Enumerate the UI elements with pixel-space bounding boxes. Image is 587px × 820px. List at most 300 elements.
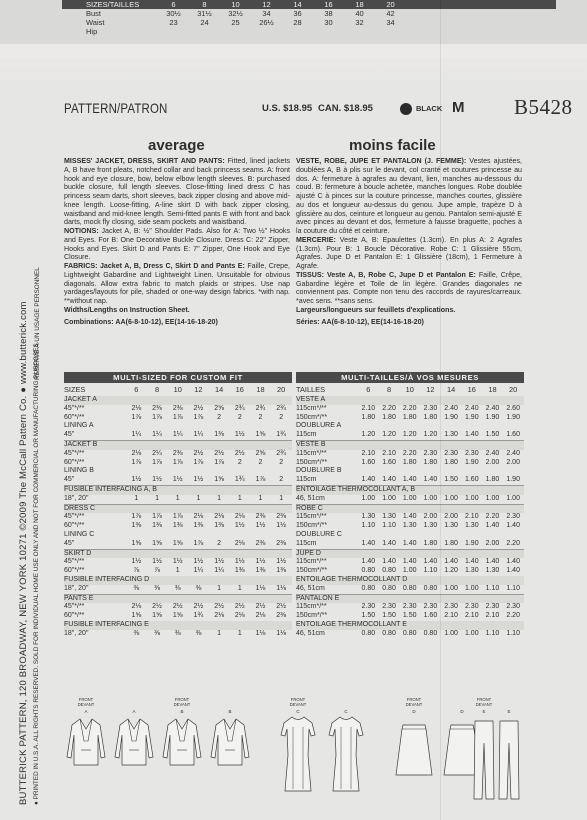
table-row-label: LINING B xyxy=(64,467,94,475)
table-cell: 1.60 xyxy=(506,431,520,439)
table-cell: 2.60 xyxy=(506,404,520,412)
thumb-front-label: FRONT xyxy=(174,697,190,702)
widths-note: Widths/Lengths on Instruction Sheet. xyxy=(64,305,190,314)
table-cell: 1⅞ xyxy=(152,513,162,521)
table-cell: 0.80 xyxy=(402,629,417,637)
table-row xyxy=(64,459,292,468)
table-row-label: 115cm*/** xyxy=(296,558,327,566)
table-cell: 1.00 xyxy=(423,494,438,502)
table-cell: 1⅜ xyxy=(255,567,266,575)
table-cell: 2 xyxy=(279,458,284,466)
table-row-label: 150cm*/** xyxy=(296,413,328,421)
table-cell: 2⅛ xyxy=(131,404,142,412)
thumbnail-6 xyxy=(329,709,363,791)
table-cell: 1 xyxy=(155,494,159,502)
top-size-value: 18 xyxy=(355,0,364,9)
table-cell: 1.80 xyxy=(444,539,458,547)
publisher-address: BUTTERICK PATTERN, 120 BROADWAY, NEW YORK 10271 ©2009 The McCall Pattern Co. ● www.butterick.com xyxy=(18,301,29,805)
table-cell: 1.40 xyxy=(382,539,396,547)
table-cell: 2¾ xyxy=(255,404,266,412)
table-row-label: 115cm*/** xyxy=(296,449,327,457)
table-cell: 1⅞ xyxy=(172,458,183,466)
top-size-value: 20 xyxy=(386,0,395,9)
table-row xyxy=(296,630,524,639)
table-cell: 0.80 xyxy=(423,584,438,592)
table-cell: 1¼ xyxy=(193,431,204,439)
legal-notice-fr: RESERVÉ À UN USAGE PERSONNEL xyxy=(34,267,41,380)
top-size-cell: 25 xyxy=(231,18,240,27)
yardage-table-fr xyxy=(296,372,524,639)
table-row-label: 18", 20" xyxy=(64,629,89,637)
table-cell: 2.30 xyxy=(444,603,458,611)
top-size-row xyxy=(62,18,556,27)
table-cell: 1.60 xyxy=(464,476,479,484)
table-cell: 1.80 xyxy=(382,413,396,421)
table-cell: 1 xyxy=(217,494,222,502)
table-cell: 1.10 xyxy=(485,629,500,637)
table-cell: 2.30 xyxy=(402,603,417,611)
table-size: 6 xyxy=(366,385,371,394)
table-cell: 2½ xyxy=(214,603,224,611)
table-row xyxy=(296,567,524,576)
top-size-cell xyxy=(158,27,189,36)
table-cell: 1½ xyxy=(152,558,162,566)
table-row-label: 46, 51cm xyxy=(296,629,325,637)
table-row-label: 45" xyxy=(64,431,75,439)
top-size-cell: 28 xyxy=(293,18,302,27)
table-size: 12 xyxy=(426,385,435,394)
table-row-label: 45" xyxy=(64,539,75,547)
table-cell: 1.00 xyxy=(444,629,458,637)
table-cell: 1¾ xyxy=(234,476,245,484)
table-cell: 2⅜ xyxy=(255,539,266,547)
table-cell: 2.10 xyxy=(361,404,376,412)
thumb-letter: D xyxy=(412,709,416,714)
table-row-label: 60"*/** xyxy=(64,567,85,575)
table-size: 14 xyxy=(446,385,456,394)
table-cell: 1.40 xyxy=(382,476,396,484)
thumbnail-3 xyxy=(163,697,201,765)
thumb-letter: C xyxy=(344,709,348,714)
table-cell: 1.30 xyxy=(402,522,417,530)
table-cell: 1⅜ xyxy=(131,522,142,530)
table-cell: 2⅜ xyxy=(172,404,183,412)
table-cell: 2½ xyxy=(276,603,287,611)
top-size-cell xyxy=(375,27,406,36)
table-cell: 2⅜ xyxy=(172,449,183,457)
table-row-label: JACKET A xyxy=(64,396,97,403)
table-row-label: FUSIBLE INTERFACING A, B xyxy=(64,485,157,493)
table-cell: 1 xyxy=(175,567,180,575)
top-size-cell: 26½ xyxy=(259,18,274,27)
thumb-front-label: FRONT xyxy=(476,697,492,702)
desc-title-en: MISSES' JACKET, DRESS, SKIRT AND PANTS: xyxy=(64,157,225,165)
table-cell: 1½ xyxy=(193,558,204,566)
table-cell: 1.40 xyxy=(485,558,500,566)
pattern-label: PATTERN/PATRON xyxy=(64,100,168,116)
table-row xyxy=(64,522,292,531)
difficulty-en: average xyxy=(148,137,205,154)
top-size-value: 10 xyxy=(231,0,240,9)
table-cell: 2 xyxy=(279,413,284,421)
top-size-cell: 31½ xyxy=(197,9,212,18)
table-cell: 1.40 xyxy=(382,558,396,566)
table-size: 18 xyxy=(256,385,265,394)
table-cell: 1½ xyxy=(234,431,245,439)
table-cell: 1.10 xyxy=(382,522,396,530)
can-price: CAN. $18.95 xyxy=(318,103,373,114)
table-cell: 1.40 xyxy=(402,513,417,521)
table-cell: 1.40 xyxy=(506,522,520,530)
table-cell: 2⅜ xyxy=(276,539,287,547)
table-row-label: 18", 20" xyxy=(64,494,89,502)
table-row xyxy=(296,576,524,585)
thumb-devant-label: DEVANT xyxy=(173,702,191,707)
table-row-label: 150cm*/** xyxy=(296,458,328,466)
table-cell: 2.30 xyxy=(464,449,479,457)
table-row-label: 150cm*/** xyxy=(296,522,328,530)
thumb-devant-label: DEVANT xyxy=(405,702,423,707)
garment-outline xyxy=(67,719,105,765)
top-size-row xyxy=(62,9,556,18)
table-cell: 2.10 xyxy=(444,612,458,620)
table-cell: 1.30 xyxy=(382,513,396,521)
table-cell: 2 xyxy=(217,413,222,421)
table-cell: 2.30 xyxy=(464,603,479,611)
thumbnail-5 xyxy=(281,697,315,791)
table-row xyxy=(296,467,524,476)
table-cell: 1.50 xyxy=(361,612,376,620)
table-row xyxy=(296,495,524,505)
table-cell: 1.90 xyxy=(444,413,458,421)
table-row xyxy=(296,531,524,540)
top-size-cell: 24 xyxy=(200,18,209,27)
table-cell: 1 xyxy=(237,584,242,592)
table-row xyxy=(64,630,292,639)
table-cell: 1.00 xyxy=(464,494,479,502)
table-sizes-label: TAILLES xyxy=(296,385,326,394)
french-description xyxy=(296,157,522,326)
table-cell: 1⅝ xyxy=(172,612,183,620)
table-cell: 1¼ xyxy=(131,431,142,439)
table-cell: 2.10 xyxy=(382,449,396,457)
table-cell: 0.80 xyxy=(382,567,396,575)
table-row-label: 60"*/** xyxy=(64,612,85,620)
table-cell: 1.80 xyxy=(402,458,417,466)
table-cell: 1½ xyxy=(276,558,287,566)
table-cell: 1.00 xyxy=(444,584,458,592)
table-row xyxy=(64,612,292,621)
top-size-cell xyxy=(189,27,220,36)
table-row xyxy=(296,422,524,431)
table-cell: 2.10 xyxy=(361,449,376,457)
table-cell: 2.20 xyxy=(382,404,396,412)
table-row xyxy=(296,540,524,550)
table-row-label: 115cm xyxy=(296,431,317,439)
table-row xyxy=(296,505,524,514)
table-cell: 1½ xyxy=(172,476,183,484)
table-cell: 2.20 xyxy=(485,513,500,521)
table-row xyxy=(64,513,292,522)
mercerie-title: MERCERIE: xyxy=(296,235,336,244)
table-cell: 2.20 xyxy=(506,539,520,547)
table-cell: 1 xyxy=(217,584,222,592)
table-cell: 1 xyxy=(279,494,284,502)
table-cell: 2¾ xyxy=(234,404,245,412)
table-row-label: DOUBLURE C xyxy=(296,530,342,538)
table-cell: 1.40 xyxy=(506,558,520,566)
table-row xyxy=(64,603,292,612)
size-letter: M xyxy=(452,99,465,116)
table-cell: 1.20 xyxy=(382,431,396,439)
top-size-chart xyxy=(62,0,556,36)
torn-edge xyxy=(0,44,587,58)
table-cell: 2½ xyxy=(234,603,245,611)
table-cell: 2.40 xyxy=(464,404,479,412)
table-cell: 1⅛ xyxy=(276,629,287,637)
top-size-header-row xyxy=(62,0,556,9)
table-cell: ⅜ xyxy=(133,584,140,592)
table-row xyxy=(64,486,292,495)
table-row xyxy=(64,414,292,423)
table-cell: 2.30 xyxy=(423,449,438,457)
table-cell: 2½ xyxy=(255,603,266,611)
table-cell: 1⅝ xyxy=(152,539,162,547)
table-cell: 1.80 xyxy=(423,458,438,466)
table-cell: 2⅜ xyxy=(276,513,287,521)
tissus-text: Faille, Crêpe, Gabardine légère et Toile de lin légère. Grandes diagonales ne conviennent pas. Compte non tenu des raccords de rayures/carreaux. *avec sens. **sans sens. xyxy=(296,270,522,305)
top-size-row-label: Hip xyxy=(86,27,98,36)
table-cell: 1⅞ xyxy=(152,413,162,421)
thumb-devant-label: DEVANT xyxy=(77,702,95,707)
thumb-letter: B xyxy=(180,709,184,714)
table-cell: 1.40 xyxy=(485,522,500,530)
table-row xyxy=(64,531,292,540)
table-cell: 1⅜ xyxy=(214,522,224,530)
table-cell: 1.40 xyxy=(402,476,417,484)
top-size-header-label: SIZES/TAILLES xyxy=(86,0,140,9)
table-row-label: ENTOILAGE THERMOCOLLANT A, B xyxy=(296,485,416,493)
table-row-label: 46, 51cm xyxy=(296,494,325,502)
fabrics-title: FABRICS: Jacket A, B, Dress C, Skirt D and Pants E: xyxy=(64,262,245,270)
table-row-label: LINING A xyxy=(64,422,94,430)
fold-crease xyxy=(440,0,441,820)
table-row-label: LINING C xyxy=(64,530,95,538)
table-cell: 1¼ xyxy=(214,567,224,575)
desc-en: Fitted, lined jackets A, B have front pleats, notched collar and back princess seams. A: front hook and eye closure, bow, below elbow length sleeves. B: purchased buckle closure, full length sleeves. Close-fitting lined dress C has princess seam darts, short sleeves, back zipper closing and above mid-knee length. Loose-fitting, A-line skirt D with back zipper closing, waistband and mid-knee length. Semi-fitted pants E with front and back darts, mock fly closing, side seam pockets and waistband. xyxy=(64,157,290,227)
table-cell: 1.40 xyxy=(402,558,417,566)
garment-outline xyxy=(115,719,153,765)
table-row xyxy=(296,459,524,468)
table-row xyxy=(296,396,524,405)
table-cell: 1½ xyxy=(214,558,224,566)
notions-text: Jacket A, B: ½" Shoulder Pads. Also for A: Two ½" Hooks and Eyes. For B: One Decorative Buckle Closure. Dress C: 22" Zipper, Hooks and Eyes. Skirt D and Pants E: 7" Zipper, One Hook and Eye Closure. xyxy=(64,227,290,262)
table-row xyxy=(64,476,292,486)
top-size-value: 8 xyxy=(202,0,207,9)
table-row-label: PANTALON E xyxy=(296,594,340,602)
table-cell: 1.30 xyxy=(361,513,376,521)
table-cell: 2⅛ xyxy=(214,513,224,521)
table-sizes-label: SIZES xyxy=(64,385,86,394)
table-cell: 2 xyxy=(258,458,263,466)
table-cell: 1.30 xyxy=(464,567,479,575)
series: Séries: AA(6-8-10-12), EE(14-16-18-20) xyxy=(296,317,424,326)
table-row xyxy=(296,476,524,486)
table-cell: ⅜ xyxy=(195,629,202,637)
table-row xyxy=(296,431,524,441)
table-cell: 2.40 xyxy=(485,404,500,412)
table-cell: 1⅝ xyxy=(214,476,224,484)
table-row xyxy=(296,621,524,630)
table-header-row xyxy=(64,383,292,396)
table-cell: 1⅝ xyxy=(172,539,183,547)
table-cell: 1⅜ xyxy=(234,567,245,575)
top-size-row xyxy=(62,27,556,36)
table-cell: 2.40 xyxy=(444,404,458,412)
table-cell: 1⅞ xyxy=(214,458,224,466)
table-cell: 1.00 xyxy=(464,629,479,637)
table-title: MULTI-SIZED FOR CUSTOM FIT xyxy=(64,372,292,383)
table-cell: 2⅜ xyxy=(276,612,287,620)
table-cell: 1⅞ xyxy=(193,539,204,547)
garment-outline xyxy=(163,719,201,765)
table-cell: 2½ xyxy=(172,603,183,611)
table-row xyxy=(64,558,292,567)
table-row-label: 115cm xyxy=(296,476,317,484)
garment-outline xyxy=(396,725,432,775)
table-row-label: 150cm*/** xyxy=(296,612,328,620)
top-size-cell xyxy=(251,27,282,36)
table-row-label: VESTE B xyxy=(296,440,326,448)
thumb-letter: D xyxy=(460,709,464,714)
table-cell: 1.20 xyxy=(402,431,417,439)
table-row-label: 45"*/** xyxy=(64,404,85,412)
tissus-title: TISSUS: Veste A, B, Robe C, Jupe D et Pantalon E: xyxy=(296,270,476,279)
table-row xyxy=(64,567,292,576)
table-cell: 1.40 xyxy=(423,558,438,566)
table-row-label: JUPE D xyxy=(296,549,321,557)
table-cell: 1⅜ xyxy=(214,431,224,439)
table-cell: 1.90 xyxy=(506,413,520,421)
table-cell: 1.80 xyxy=(361,413,376,421)
table-cell: 1.40 xyxy=(402,539,417,547)
table-cell: 2.00 xyxy=(485,458,500,466)
table-row xyxy=(296,414,524,423)
table-cell: 2 xyxy=(279,476,284,484)
table-row xyxy=(64,450,292,459)
top-size-cell: 32½ xyxy=(228,9,243,18)
table-row xyxy=(64,422,292,431)
table-cell: 1.50 xyxy=(444,476,458,484)
top-size-cell xyxy=(220,27,251,36)
table-cell: 2⅜ xyxy=(152,404,162,412)
table-cell: 1⅞ xyxy=(193,458,204,466)
black-label: BLACK xyxy=(416,104,443,113)
table-cell: 1⅞ xyxy=(255,476,266,484)
table-cell: 1.10 xyxy=(485,584,500,592)
table-cell: 1.00 xyxy=(485,494,500,502)
table-cell: 1½ xyxy=(255,522,266,530)
table-cell: 2½ xyxy=(193,603,204,611)
table-row xyxy=(64,405,292,414)
table-row-label: 60"*/** xyxy=(64,522,85,530)
table-cell: 1.00 xyxy=(402,567,417,575)
table-size: 6 xyxy=(134,385,139,394)
table-cell: 1 xyxy=(134,494,139,502)
thumb-letter: C xyxy=(296,709,300,714)
table-cell: ⅜ xyxy=(154,629,160,637)
table-row-label: ENTOILAGE THERMOCOLLANT E xyxy=(296,620,407,628)
top-size-cell: 32 xyxy=(355,18,364,27)
table-cell: 2.10 xyxy=(464,612,479,620)
table-row-label: 45"*/** xyxy=(64,449,85,457)
table-size: 12 xyxy=(194,385,203,394)
thumb-front-label: FRONT xyxy=(290,697,306,702)
table-row xyxy=(64,431,292,441)
top-size-row-label: Bust xyxy=(86,9,102,18)
top-size-cell: 30½ xyxy=(166,9,181,18)
table-cell: 1.40 xyxy=(444,558,458,566)
table-cell: 2 xyxy=(258,413,263,421)
table-cell: 1.90 xyxy=(464,413,479,421)
table-cell: 2.20 xyxy=(506,612,520,620)
table-cell: 2½ xyxy=(193,404,204,412)
table-row-label: 45"*/** xyxy=(64,558,85,566)
thumb-devant-label: DEVANT xyxy=(289,702,307,707)
thumbnail-4 xyxy=(211,709,249,765)
table-cell: 1⅛ xyxy=(255,584,266,592)
table-cell: 1⅜ xyxy=(172,522,183,530)
table-cell: 2¾ xyxy=(276,404,287,412)
difficulty-fr: moins facile xyxy=(349,137,436,154)
table-cell: 1⅝ xyxy=(131,612,142,620)
table-cell: 2.30 xyxy=(423,404,438,412)
yardage-table-en xyxy=(64,372,292,639)
table-row-label: FUSIBLE INTERFACING D xyxy=(64,575,150,583)
thumbnail-1 xyxy=(67,697,105,765)
top-size-cell xyxy=(282,27,313,36)
top-size-cell xyxy=(313,27,344,36)
table-cell: 1⅞ xyxy=(131,513,142,521)
table-cell: ⅜ xyxy=(133,629,140,637)
table-cell: 2⅝ xyxy=(214,404,224,412)
table-cell: 2.30 xyxy=(506,513,520,521)
table-cell: 2.30 xyxy=(444,449,458,457)
table-row-label: 115cm*/** xyxy=(296,513,327,521)
table-row xyxy=(296,558,524,567)
table-cell: 1.30 xyxy=(444,431,458,439)
table-cell: 2⅛ xyxy=(234,539,245,547)
table-cell: ⅞ xyxy=(154,567,160,575)
table-cell: 1¾ xyxy=(276,431,287,439)
table-row-label: PANTS E xyxy=(64,594,94,602)
table-size: 18 xyxy=(488,385,497,394)
table-header-row xyxy=(296,383,524,396)
table-row-label: 60"*/** xyxy=(64,413,85,421)
table-cell: 2.30 xyxy=(506,603,520,611)
table-cell: 2.10 xyxy=(464,513,479,521)
table-cell: 1.50 xyxy=(485,431,500,439)
table-cell: 2.00 xyxy=(506,458,520,466)
table-row xyxy=(64,467,292,476)
table-row xyxy=(296,405,524,414)
thumb-front-label: FRONT xyxy=(406,697,422,702)
desc-title-fr: VESTE, ROBE, JUPE ET PANTALON (J. FEMME): xyxy=(296,157,467,165)
table-cell: 1.90 xyxy=(506,476,520,484)
table-cell: 1⅜ xyxy=(152,522,162,530)
mercerie-text: Veste A, B: Epaulettes (1.3cm). En plus A: 2 Agrafes (1.3cm). Pour B: 1 Boucle Décorative. Robe C: 1 Glissière 55cm, Agrafes. Jupe D et Pantalon E: 1 Glissière (18cm), 1 Fermeture à Agrafe. xyxy=(296,235,522,270)
table-row xyxy=(64,441,292,450)
